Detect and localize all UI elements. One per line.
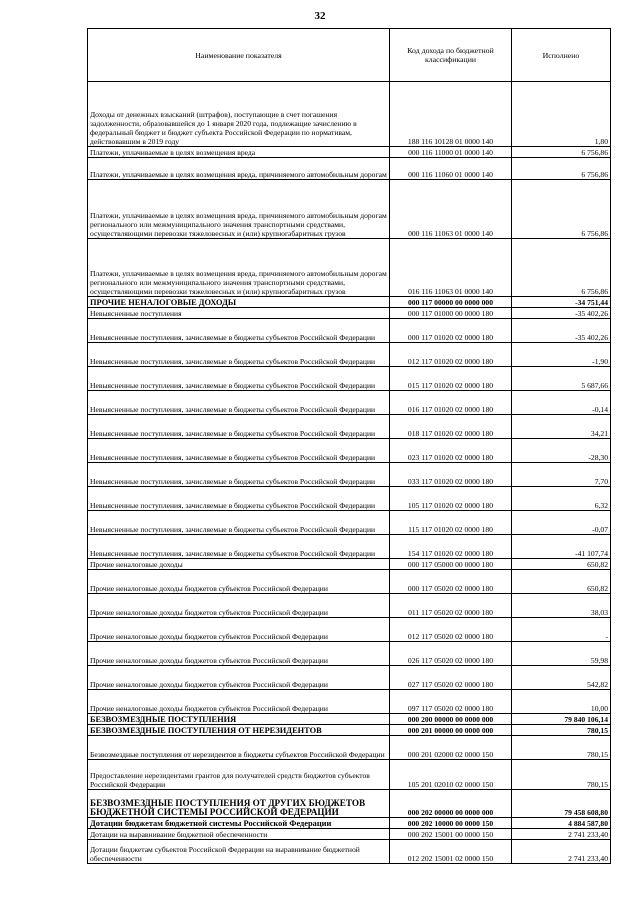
row-executed-amount: 7,70 (512, 463, 611, 487)
row-indicator-name: Прочие неналоговые доходы (88, 559, 390, 570)
row-executed-amount: 6 756,86 (512, 147, 611, 158)
row-executed-amount: - (512, 618, 611, 642)
table-row (88, 535, 611, 559)
row-executed-amount: 6 756,86 (512, 158, 611, 180)
table-row (88, 570, 611, 594)
table-row (88, 618, 611, 642)
row-executed-amount: 780,15 (512, 725, 611, 736)
row-executed-amount: -1,90 (512, 343, 611, 367)
row-revenue-code: 033 117 01020 02 0000 180 (390, 463, 512, 487)
row-indicator-name: Невыясненные поступления, зачисляемые в бюджеты субъектов Российской Федерации (88, 535, 390, 559)
table-row (88, 308, 611, 319)
row-executed-amount: 34,21 (512, 415, 611, 439)
table-row (88, 642, 611, 666)
row-indicator-name: Прочие неналоговые доходы бюджетов субъектов Российской Федерации (88, 594, 390, 618)
row-executed-amount: -34 751,44 (512, 297, 611, 308)
table-header-row (88, 29, 611, 82)
table-row (88, 666, 611, 690)
table-row (88, 158, 611, 180)
table-row (88, 297, 611, 308)
row-revenue-code: 000 201 00000 00 0000 000 (390, 725, 512, 736)
row-executed-amount: 780,15 (512, 736, 611, 760)
row-revenue-code: 027 117 05020 02 0000 180 (390, 666, 512, 690)
row-executed-amount: -0,14 (512, 391, 611, 415)
row-executed-amount: 2 741 233,40 (512, 829, 611, 840)
row-executed-amount: 38,03 (512, 594, 611, 618)
row-indicator-name: Предоставление нерезидентами грантов для получателей средств бюджетов субъектов Российской Федерации (88, 760, 390, 790)
row-indicator-name: ПРОЧИЕ НЕНАЛОГОВЫЕ ДОХОДЫ (88, 297, 390, 308)
row-indicator-name: Прочие неналоговые доходы бюджетов субъектов Российской Федерации (88, 642, 390, 666)
row-indicator-name: Платежи, уплачиваемые в целях возмещения вреда, причиняемого автомобильным дорогам (88, 158, 390, 180)
row-executed-amount: 1,80 (512, 82, 611, 147)
row-revenue-code: 000 116 11000 01 0000 140 (390, 147, 512, 158)
table-row (88, 343, 611, 367)
table-row (88, 736, 611, 760)
row-revenue-code: 000 202 00000 00 0000 000 (390, 790, 512, 818)
row-revenue-code: 000 116 11060 01 0000 140 (390, 158, 512, 180)
row-executed-amount: -41 107,74 (512, 535, 611, 559)
row-indicator-name: БЕЗВОЗМЕЗДНЫЕ ПОСТУПЛЕНИЯ ОТ ДРУГИХ БЮДЖЕТОВ БЮДЖЕТНОЙ СИСТЕМЫ РОССИЙСКОЙ ФЕДЕРАЦИИ (88, 790, 390, 818)
row-executed-amount: 10,00 (512, 690, 611, 714)
row-executed-amount: 79 458 608,80 (512, 790, 611, 818)
table-row (88, 147, 611, 158)
table-row (88, 714, 611, 725)
row-revenue-code: 115 117 01020 02 0000 180 (390, 511, 512, 535)
table-row (88, 840, 611, 864)
row-indicator-name: Дотации бюджетам субъектов Российской Федерации на выравнивание бюджетной обеспеченности (88, 840, 390, 864)
row-revenue-code: 188 116 10128 01 0000 140 (390, 82, 512, 147)
row-indicator-name: Невыясненные поступления, зачисляемые в бюджеты субъектов Российской Федерации (88, 367, 390, 391)
row-revenue-code: 154 117 01020 02 0000 180 (390, 535, 512, 559)
row-indicator-name: Доходы от денежных взысканий (штрафов), поступающие в счет погашения задолженности, образовавшейся до 1 января 2020 года, подлежащие зачислению в федеральный бюджет и бюджет субъекта Российской Федерации по нормативам, действовавшим в 2019 году (88, 82, 390, 147)
row-indicator-name: Невыясненные поступления, зачисляемые в бюджеты субъектов Российской Федерации (88, 415, 390, 439)
row-revenue-code: 012 117 01020 02 0000 180 (390, 343, 512, 367)
table-row (88, 319, 611, 343)
row-indicator-name: Невыясненные поступления, зачисляемые в бюджеты субъектов Российской Федерации (88, 391, 390, 415)
row-revenue-code: 105 117 01020 02 0000 180 (390, 487, 512, 511)
table-row (88, 439, 611, 463)
row-executed-amount: 542,82 (512, 666, 611, 690)
row-executed-amount: -35 402,26 (512, 308, 611, 319)
header-indicator-name: Наименование показателя (88, 29, 390, 82)
row-indicator-name: Невыясненные поступления, зачисляемые в бюджеты субъектов Российской Федерации (88, 439, 390, 463)
row-revenue-code: 011 117 05020 02 0000 180 (390, 594, 512, 618)
row-revenue-code: 018 117 01020 02 0000 180 (390, 415, 512, 439)
table-row (88, 415, 611, 439)
row-indicator-name: Прочие неналоговые доходы бюджетов субъектов Российской Федерации (88, 666, 390, 690)
row-executed-amount: 6 756,86 (512, 239, 611, 297)
table-row (88, 760, 611, 790)
row-indicator-name: Дотации бюджетам бюджетной системы Российской Федерации (88, 818, 390, 829)
row-revenue-code: 000 202 10000 00 0000 150 (390, 818, 512, 829)
row-revenue-code: 012 202 15001 02 0000 150 (390, 840, 512, 864)
row-executed-amount: -28,30 (512, 439, 611, 463)
row-indicator-name: БЕЗВОЗМЕЗДНЫЕ ПОСТУПЛЕНИЯ (88, 714, 390, 725)
row-indicator-name: Платежи, уплачиваемые в целях возмещения вреда (88, 147, 390, 158)
table-row (88, 82, 611, 147)
row-executed-amount: 650,82 (512, 559, 611, 570)
row-indicator-name: Невыясненные поступления, зачисляемые в бюджеты субъектов Российской Федерации (88, 487, 390, 511)
row-executed-amount: 5 687,66 (512, 367, 611, 391)
row-indicator-name: Прочие неналоговые доходы бюджетов субъектов Российской Федерации (88, 618, 390, 642)
table-row (88, 463, 611, 487)
row-revenue-code: 000 202 15001 00 0000 150 (390, 829, 512, 840)
table-row (88, 594, 611, 618)
row-revenue-code: 000 117 01020 02 0000 180 (390, 319, 512, 343)
table-row (88, 725, 611, 736)
table-row (88, 790, 611, 818)
row-revenue-code: 105 201 02010 02 0000 150 (390, 760, 512, 790)
row-revenue-code: 000 117 01000 00 0000 180 (390, 308, 512, 319)
row-revenue-code: 000 117 05020 02 0000 180 (390, 570, 512, 594)
row-indicator-name: Невыясненные поступления, зачисляемые в бюджеты субъектов Российской Федерации (88, 511, 390, 535)
row-executed-amount: -35 402,26 (512, 319, 611, 343)
row-revenue-code: 016 117 01020 02 0000 180 (390, 391, 512, 415)
row-indicator-name: Платежи, уплачиваемые в целях возмещения вреда, причиняемого автомобильным дорогам регионального или межмуниципального значения транспортными средствами, осуществляющими перевозки тяжеловесных и (или) крупногабаритных грузов (88, 239, 390, 297)
row-indicator-name: Невыясненные поступления, зачисляемые в бюджеты субъектов Российской Федерации (88, 319, 390, 343)
row-executed-amount: 79 840 106,14 (512, 714, 611, 725)
row-revenue-code: 000 117 00000 00 0000 000 (390, 297, 512, 308)
row-indicator-name: Прочие неналоговые доходы бюджетов субъектов Российской Федерации (88, 570, 390, 594)
table-row (88, 239, 611, 297)
row-indicator-name: Прочие неналоговые доходы бюджетов субъектов Российской Федерации (88, 690, 390, 714)
row-executed-amount: 59,98 (512, 642, 611, 666)
table-row (88, 559, 611, 570)
table-row (88, 367, 611, 391)
row-indicator-name: Дотации на выравнивание бюджетной обеспеченности (88, 829, 390, 840)
row-indicator-name: Невыясненные поступления (88, 308, 390, 319)
row-indicator-name: Безвозмездные поступления от нерезидентов в бюджеты субъектов Российской Федерации (88, 736, 390, 760)
row-revenue-code: 000 201 02000 02 0000 150 (390, 736, 512, 760)
revenue-table (87, 28, 611, 864)
row-executed-amount: 2 741 233,40 (512, 840, 611, 864)
row-executed-amount: 650,82 (512, 570, 611, 594)
row-revenue-code: 097 117 05020 02 0000 180 (390, 690, 512, 714)
table-row (88, 487, 611, 511)
table-body (88, 82, 611, 864)
row-indicator-name: Невыясненные поступления, зачисляемые в бюджеты субъектов Российской Федерации (88, 343, 390, 367)
row-executed-amount: 780,15 (512, 760, 611, 790)
row-revenue-code: 000 116 11063 01 0000 140 (390, 180, 512, 239)
row-revenue-code: 016 116 11063 01 0000 140 (390, 239, 512, 297)
row-indicator-name: Невыясненные поступления, зачисляемые в бюджеты субъектов Российской Федерации (88, 463, 390, 487)
row-indicator-name: БЕЗВОЗМЕЗДНЫЕ ПОСТУПЛЕНИЯ ОТ НЕРЕЗИДЕНТОВ (88, 725, 390, 736)
header-revenue-code: Код дохода по бюджетной классификации (390, 29, 512, 82)
row-revenue-code: 000 200 00000 00 0000 000 (390, 714, 512, 725)
row-indicator-name: Платежи, уплачиваемые в целях возмещения вреда, причиняемого автомобильным дорогам регионального или межмуниципального значения транспортными средствами, осуществляющими перевозки тяжеловесных и (или) крупногабаритных грузов (88, 180, 390, 239)
table-row (88, 391, 611, 415)
row-revenue-code: 026 117 05020 02 0000 180 (390, 642, 512, 666)
table-row (88, 818, 611, 829)
row-revenue-code: 015 117 01020 02 0000 180 (390, 367, 512, 391)
row-executed-amount: 4 884 587,80 (512, 818, 611, 829)
table-row (88, 180, 611, 239)
row-revenue-code: 023 117 01020 02 0000 180 (390, 439, 512, 463)
row-revenue-code: 000 117 05000 00 0000 180 (390, 559, 512, 570)
table-row (88, 690, 611, 714)
table-row (88, 829, 611, 840)
table-row (88, 511, 611, 535)
row-executed-amount: 6 756,86 (512, 180, 611, 239)
row-revenue-code: 012 117 05020 02 0000 180 (390, 618, 512, 642)
row-executed-amount: 6,32 (512, 487, 611, 511)
header-executed: Исполнено (512, 29, 611, 82)
page-number: 32 (314, 10, 326, 22)
row-executed-amount: -0,07 (512, 511, 611, 535)
